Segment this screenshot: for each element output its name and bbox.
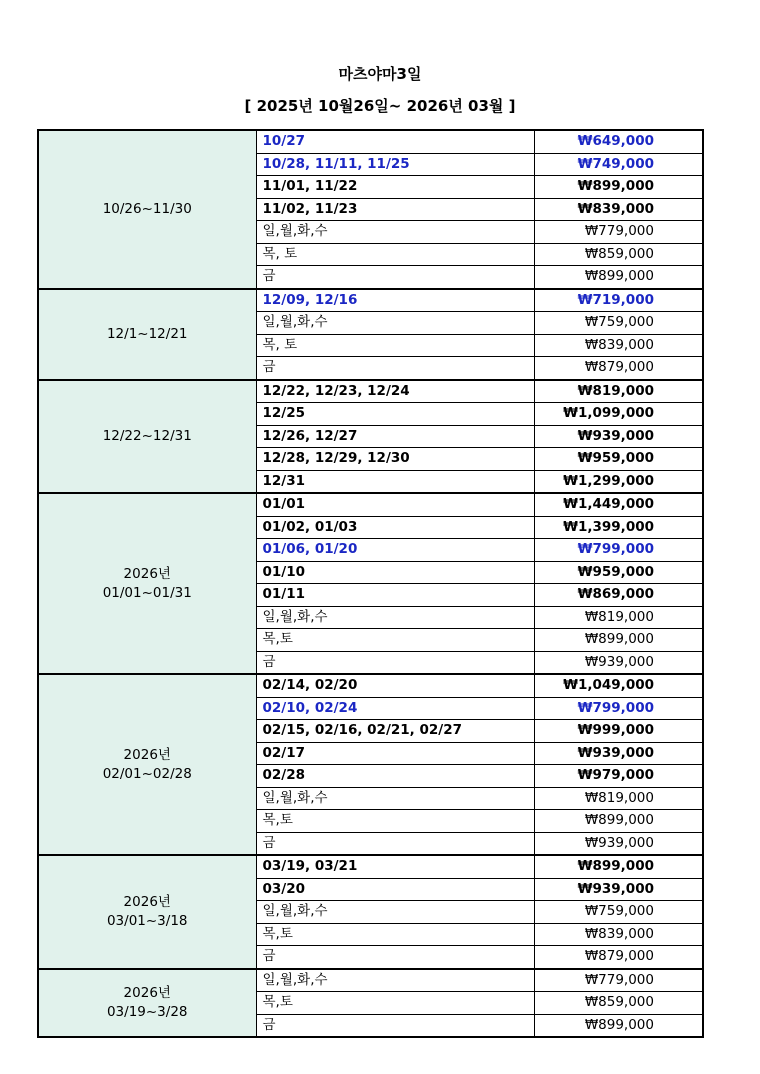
departure-dates-cell: 일,월,화,수 [256, 787, 534, 810]
period-cell [38, 855, 256, 969]
period-range: 10/26~11/30 [102, 200, 192, 217]
price-cell: ₩899,000 [534, 629, 703, 652]
departure-dates-cell: 금 [256, 357, 534, 380]
price-cell: ₩799,000 [534, 697, 703, 720]
period-cell [38, 380, 256, 494]
departure-dates-cell: 03/20 [256, 878, 534, 901]
price-cell: ₩899,000 [534, 266, 703, 289]
departure-dates-cell: 01/01 [256, 493, 534, 516]
price-cell: ₩939,000 [534, 651, 703, 674]
price-cell: ₩719,000 [534, 289, 703, 312]
departure-dates-cell: 12/31 [256, 470, 534, 493]
departure-dates-cell: 금 [256, 651, 534, 674]
departure-dates-cell: 목,토 [256, 629, 534, 652]
page-subtitle: [ 2025년 10월26일~ 2026년 03월 ] [244, 97, 516, 115]
price-cell: ₩839,000 [534, 198, 703, 221]
period-year: 2026년 [123, 565, 171, 582]
departure-dates-cell: 01/11 [256, 584, 534, 607]
period-cell [38, 969, 256, 1038]
table-row [38, 969, 703, 992]
price-cell: ₩899,000 [534, 855, 703, 878]
price-cell: ₩779,000 [534, 221, 703, 244]
departure-dates-cell: 12/26, 12/27 [256, 425, 534, 448]
price-cell: ₩899,000 [534, 176, 703, 199]
price-cell: ₩939,000 [534, 878, 703, 901]
price-cell: ₩839,000 [534, 923, 703, 946]
price-cell: ₩879,000 [534, 946, 703, 969]
departure-dates-cell: 01/02, 01/03 [256, 516, 534, 539]
departure-dates-cell: 02/28 [256, 765, 534, 788]
price-cell: ₩649,000 [534, 130, 703, 153]
departure-dates-cell: 목,토 [256, 923, 534, 946]
departure-dates-cell: 02/10, 02/24 [256, 697, 534, 720]
period-range: 12/1~12/21 [106, 325, 188, 342]
period-cell [38, 130, 256, 289]
departure-dates-cell: 금 [256, 832, 534, 855]
departure-dates-cell: 목, 토 [256, 334, 534, 357]
price-cell: ₩939,000 [534, 425, 703, 448]
departure-dates-cell: 일,월,화,수 [256, 969, 534, 992]
period-range: 03/19~3/28 [106, 1003, 188, 1020]
price-cell: ₩759,000 [534, 901, 703, 924]
table-row [38, 493, 703, 516]
period-cell [38, 674, 256, 855]
price-cell: ₩939,000 [534, 742, 703, 765]
departure-dates-cell: 목,토 [256, 992, 534, 1015]
departure-dates-cell: 10/27 [256, 130, 534, 153]
departure-dates-cell: 01/06, 01/20 [256, 539, 534, 562]
page-title: 마츠야마3일 [338, 65, 422, 83]
price-cell: ₩1,049,000 [534, 674, 703, 697]
price-table [37, 129, 704, 1038]
period-range: 03/01~3/18 [106, 912, 188, 929]
price-cell: ₩979,000 [534, 765, 703, 788]
period-cell [38, 493, 256, 674]
price-cell: ₩959,000 [534, 561, 703, 584]
period-year: 2026년 [123, 746, 171, 763]
departure-dates-cell: 12/25 [256, 403, 534, 426]
departure-dates-cell: 일,월,화,수 [256, 221, 534, 244]
departure-dates-cell: 02/14, 02/20 [256, 674, 534, 697]
price-cell: ₩1,449,000 [534, 493, 703, 516]
price-cell: ₩749,000 [534, 153, 703, 176]
departure-dates-cell: 12/22, 12/23, 12/24 [256, 380, 534, 403]
price-cell: ₩879,000 [534, 357, 703, 380]
table-row [38, 380, 703, 403]
period-range: 01/01~01/31 [102, 584, 192, 601]
price-cell: ₩869,000 [534, 584, 703, 607]
departure-dates-cell: 03/19, 03/21 [256, 855, 534, 878]
departure-dates-cell: 02/17 [256, 742, 534, 765]
table-row [38, 289, 703, 312]
price-cell: ₩819,000 [534, 606, 703, 629]
departure-dates-cell: 11/01, 11/22 [256, 176, 534, 199]
departure-dates-cell: 11/02, 11/23 [256, 198, 534, 221]
departure-dates-cell: 12/28, 12/29, 12/30 [256, 448, 534, 471]
price-cell: ₩1,299,000 [534, 470, 703, 493]
period-cell [38, 289, 256, 380]
period-year: 2026년 [123, 893, 171, 910]
price-cell: ₩899,000 [534, 1014, 703, 1037]
departure-dates-cell: 목, 토 [256, 243, 534, 266]
departure-dates-cell: 금 [256, 946, 534, 969]
price-cell: ₩839,000 [534, 334, 703, 357]
price-cell: ₩1,399,000 [534, 516, 703, 539]
price-cell: ₩859,000 [534, 992, 703, 1015]
price-cell: ₩939,000 [534, 832, 703, 855]
departure-dates-cell: 01/10 [256, 561, 534, 584]
departure-dates-cell: 일,월,화,수 [256, 606, 534, 629]
departure-dates-cell: 목,토 [256, 810, 534, 833]
price-cell: ₩799,000 [534, 539, 703, 562]
departure-dates-cell: 일,월,화,수 [256, 312, 534, 335]
price-cell: ₩1,099,000 [534, 403, 703, 426]
price-cell: ₩959,000 [534, 448, 703, 471]
departure-dates-cell: 12/09, 12/16 [256, 289, 534, 312]
departure-dates-cell: 일,월,화,수 [256, 901, 534, 924]
price-cell: ₩819,000 [534, 787, 703, 810]
table-row [38, 855, 703, 878]
period-range: 12/22~12/31 [102, 427, 192, 444]
departure-dates-cell: 금 [256, 266, 534, 289]
price-cell: ₩779,000 [534, 969, 703, 992]
table-row [38, 674, 703, 697]
price-cell: ₩899,000 [534, 810, 703, 833]
departure-dates-cell: 금 [256, 1014, 534, 1037]
price-cell: ₩999,000 [534, 720, 703, 743]
price-cell: ₩819,000 [534, 380, 703, 403]
table-row [38, 130, 703, 153]
departure-dates-cell: 02/15, 02/16, 02/21, 02/27 [256, 720, 534, 743]
departure-dates-cell: 10/28, 11/11, 11/25 [256, 153, 534, 176]
period-range: 02/01~02/28 [102, 765, 192, 782]
price-cell: ₩759,000 [534, 312, 703, 335]
period-year: 2026년 [123, 984, 171, 1001]
price-cell: ₩859,000 [534, 243, 703, 266]
